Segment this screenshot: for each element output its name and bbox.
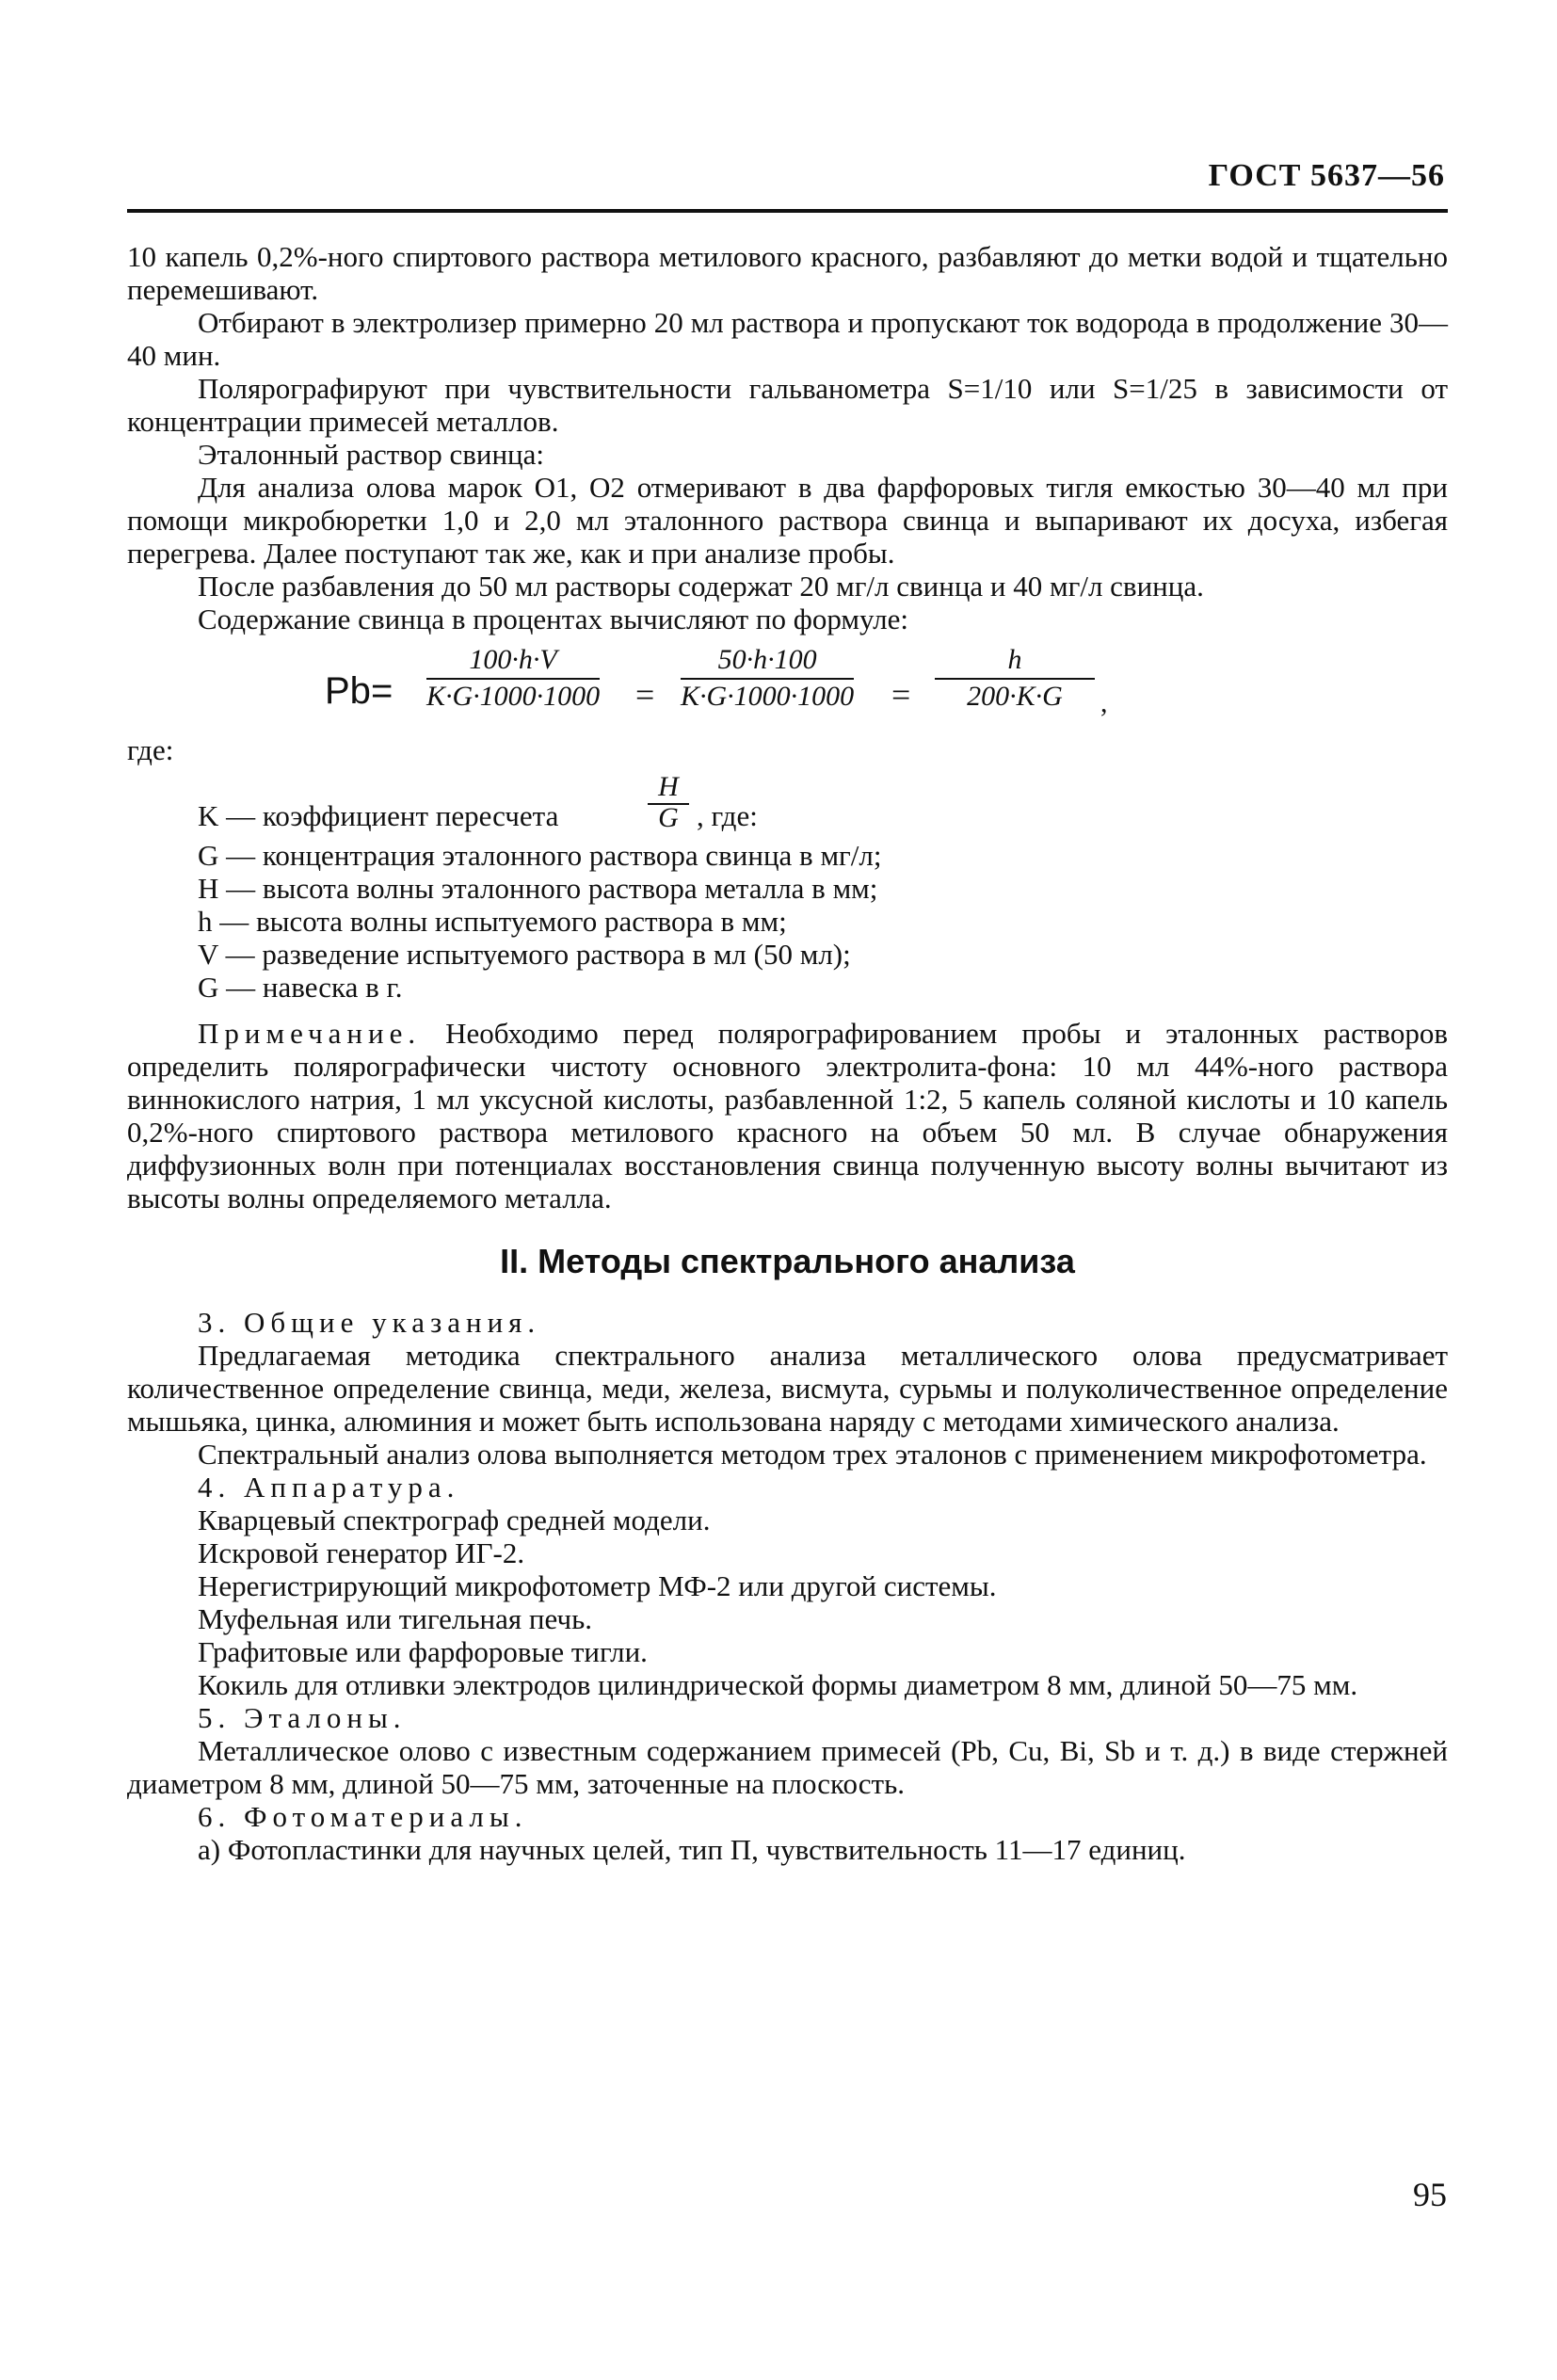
- formula-fraction-3: [935, 643, 1095, 713]
- formula-equals: =: [635, 676, 655, 714]
- definition-item: h — высота волны испытуемого раствора в мм;: [198, 905, 787, 938]
- definition-item: V — разведение испытуемого раствора в мл (50 мл);: [198, 938, 851, 971]
- note-paragraph: [127, 1017, 1448, 1214]
- subsection-label: 6. Фотоматериалы.: [198, 1800, 528, 1833]
- where-label: , где:: [697, 799, 758, 832]
- formula-denominator: K·G·1000·1000: [681, 681, 855, 712]
- paragraph: 10 капель 0,2%-ного спиртового раствора метилового красного, разбавляют до метки водой и тщательно перемешивают.: [127, 240, 1448, 306]
- subsection-label: 5. Эталоны.: [198, 1701, 407, 1734]
- lead-formula: [127, 639, 1448, 771]
- document-code: ГОСТ 5637—56: [1208, 158, 1445, 193]
- list-item: Графитовые или фарфоровые тигли.: [198, 1635, 648, 1668]
- paragraph: Полярографируют при чувствительности гальванометра S=1/10 или S=1/25 в зависимости от концентрации примесей металлов.: [127, 372, 1448, 438]
- paragraph: Содержание свинца в процентах вычисляют по формуле:: [198, 603, 908, 635]
- list-item: Нерегистрирующий микрофотометр МФ-2 или другой системы.: [198, 1569, 997, 1602]
- definition-item: G — концентрация эталонного раствора свинца в мг/л;: [198, 839, 882, 872]
- formula-fraction-2: [681, 643, 854, 713]
- paragraph: Для анализа олова марок О1, О2 отмеривают в два фарфоровых тигля емкостью 30—40 мл при помощи микробюретки 1,0 и 2,0 мл эталонного раствора свинца и выпаривают их досуха, избегая перегрева. Далее поступают так же, как и при анализе пробы.: [127, 471, 1448, 570]
- formula-lhs: Pb=: [325, 670, 393, 712]
- paragraph: Металлическое олово с известным содержанием примесей (Pb, Cu, Bi, Sb и т. д.) в виде стержней диаметром 8 мм, длиной 50—75 мм, заточенные на плоскость.: [127, 1734, 1448, 1800]
- header-rule: [127, 209, 1448, 213]
- paragraph: Эталонный раствор свинца:: [198, 438, 545, 471]
- ratio-h-over-g: [648, 771, 689, 831]
- definition-item: G — навеска в г.: [198, 971, 403, 1004]
- note-label: Примечание.: [198, 1017, 422, 1050]
- formula-fraction-1: [426, 643, 600, 713]
- list-item: Муфельная или тигельная печь.: [198, 1602, 592, 1635]
- where-label: где:: [127, 733, 174, 766]
- section-title: II. Методы спектрального анализа: [500, 1242, 1075, 1280]
- definition-k: [127, 771, 1448, 839]
- subsection-label: 3. Общие указания.: [198, 1306, 541, 1339]
- formula-equals: =: [891, 676, 911, 714]
- formula-comma: ,: [1100, 687, 1108, 718]
- list-item: Искровой генератор ИГ-2.: [198, 1536, 525, 1569]
- paragraph: Предлагаемая методика спектрального анализа металлического олова предусматривает количественное определение свинца, меди, железа, висмута, сурьмы и полуколичественное определение мышьяка, цинка, алюминия и может быть использована наряду с методами химического анализа.: [127, 1339, 1448, 1438]
- paragraph: а) Фотопластинки для научных целей, тип П, чувствительность 11—17 единиц.: [198, 1833, 1186, 1866]
- ratio-denominator: G: [658, 802, 679, 833]
- paragraph: Отбирают в электролизер примерно 20 мл раствора и пропускают ток водорода в продолжение 30—40 мин.: [127, 306, 1448, 372]
- ratio-numerator: H: [648, 771, 689, 805]
- page-content: [127, 240, 1448, 1866]
- formula-denominator: 200·K·G: [967, 681, 1063, 712]
- formula-numerator: h: [935, 643, 1095, 680]
- page-header: [127, 158, 1445, 215]
- formula-numerator: 100·h·V: [426, 643, 600, 680]
- subsection-label: 4. Аппаратура.: [198, 1471, 460, 1504]
- paragraph: Спектральный анализ олова выполняется методом трех эталонов с применением микрофотометра.: [198, 1438, 1427, 1471]
- list-item: Кварцевый спектрограф средней модели.: [198, 1504, 711, 1536]
- formula-denominator: K·G·1000·1000: [426, 681, 601, 712]
- definition-item: H — высота волны эталонного раствора металла в мм;: [198, 872, 878, 905]
- note-text: Необходимо перед полярографированием пробы и эталонных растворов определить полярографически чистоту основного электролита-фона: 10 мл 44%-ного раствора виннокислого натрия, 1 мл уксусной кислоты, разбавленной 1:2, 5 капель соляной кислоты и 10 капель 0,2%-ного спиртового раствора метилового красного на объем 50 мл. В случае обнаружения диффузионных волн при потенциалах восстановления свинца полученную высоту волны вычитают из высоты волны определяемого металла.: [127, 1017, 1448, 1214]
- paragraph: После разбавления до 50 мл растворы содержат 20 мг/л свинца и 40 мг/л свинца.: [198, 570, 1204, 603]
- list-item: Кокиль для отливки электродов цилиндрической формы диаметром 8 мм, длиной 50—75 мм.: [198, 1668, 1358, 1701]
- definition-text: K — коэффициент пересчета: [198, 799, 559, 832]
- page-number: 95: [1413, 2176, 1447, 2213]
- formula-numerator: 50·h·100: [681, 643, 854, 680]
